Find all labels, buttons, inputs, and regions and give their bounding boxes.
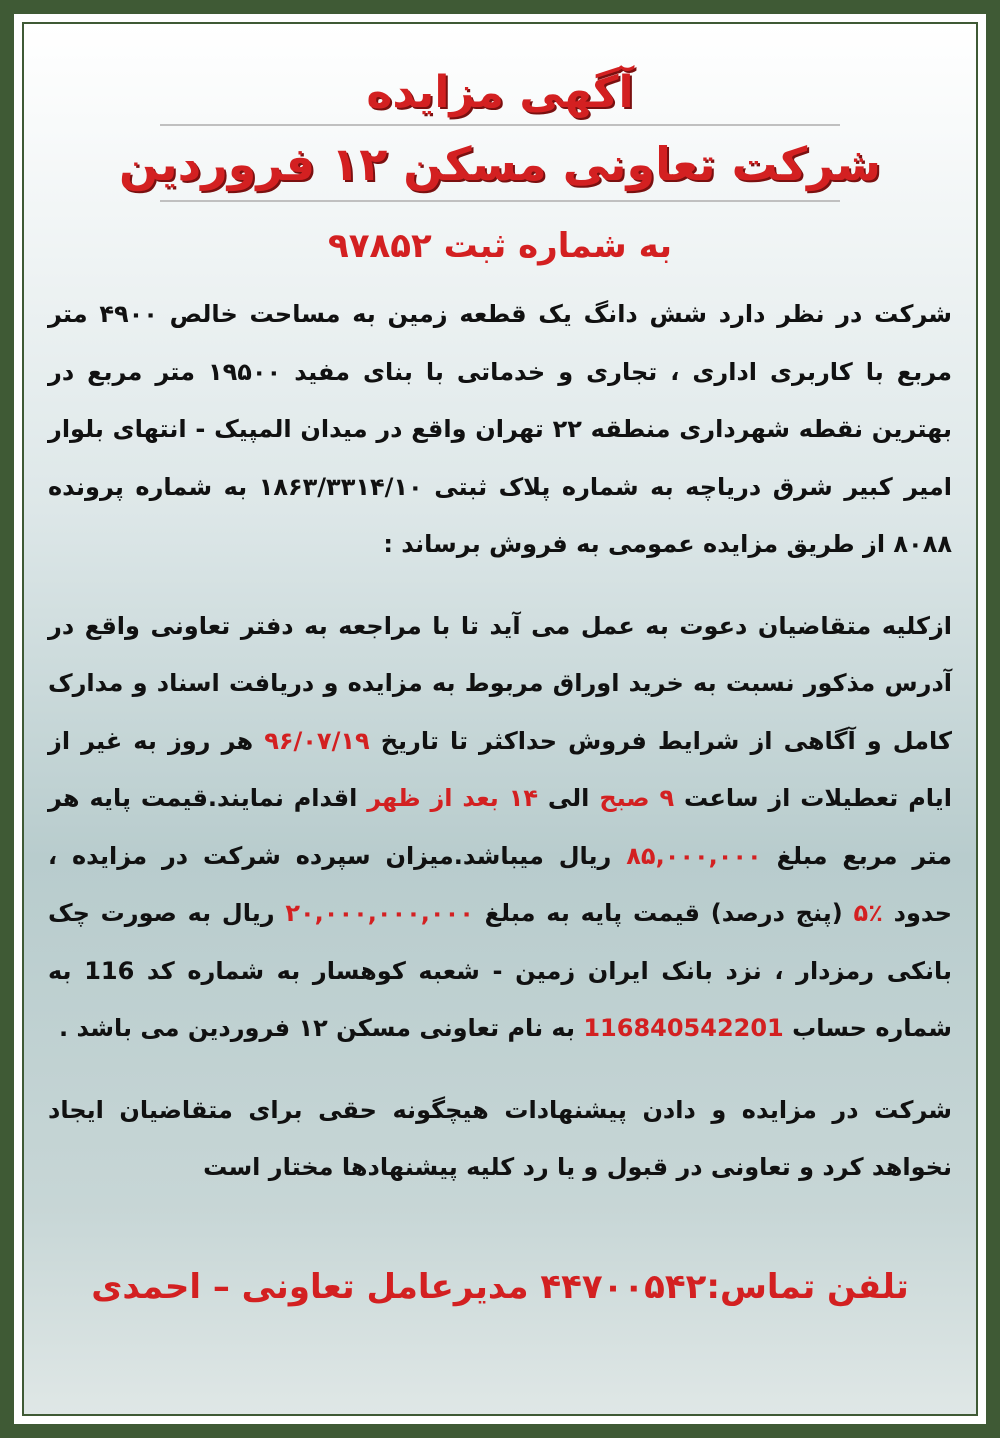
deposit-amount: ۲۰,۰۰۰,۰۰۰,۰۰۰ [285, 899, 474, 927]
terms-text-7: ریال به صورت چک بانکی رمزدار ، نزد بانک ایران زمین - شعبه کوهسار به شماره کد 116 به شماره حساب [48, 899, 953, 1042]
end-time: ۱۴ بعد از ظهر [367, 784, 538, 812]
terms-text-8: به نام تعاونی مسکن ۱۲ فروردین می باشد . [59, 1014, 575, 1042]
terms-text-4: اقدام نمایند.قیمت پایه هر متر مربع مبلغ [48, 784, 953, 870]
title-underline [160, 124, 840, 126]
registration-number: به شماره ثبت ۹۷۸۵۲ [328, 226, 672, 266]
deposit-percent: ٪۵ [853, 899, 883, 927]
base-price: ۸۵,۰۰۰,۰۰۰ [626, 841, 762, 870]
account-number: 116840542201 [583, 1014, 784, 1042]
terms-text-2: هر روز به غیر از ایام تعطیلات از ساعت [48, 726, 953, 812]
title-underline-2 [160, 200, 840, 202]
terms-text-1: ازکلیه متقاضیان دعوت به عمل می آید تا با مراجعه به دفتر تعاونی واقع در آدرس مذکور نسبت به خرید اوراق مربوط به مزایده و دریافت اسناد و مدارک کامل و آگاهی از شرایط فروش حداکثر تا تاریخ [48, 611, 953, 755]
company-name: شرکت تعاونی مسکن ۱۲ فروردین [119, 137, 881, 191]
ad-title: آگهی مزایده [366, 67, 634, 118]
deadline-date: ۹۶/۰۷/۱۹ [264, 726, 370, 755]
contact-footer: تلفن تماس:۴۴۷۰۰۵۴۲ مدیرعامل تعاونی – احمدی [91, 1266, 909, 1307]
start-time: ۹ صبح [599, 784, 675, 812]
terms-text-5: ریال میباشد.میزان سپرده شرکت در مزایده ، حدود [48, 841, 953, 927]
terms-text-6: (پنج درصد) قیمت پایه به مبلغ [484, 899, 843, 927]
terms-text-3: الی [547, 784, 590, 812]
paragraph-auction-terms [40, 598, 960, 1058]
paragraph-land-description: شرکت در نظر دارد شش دانگ یک قطعه زمین به مساحت خالص ۴۹۰۰ متر مربع با کاربری اداری ، تجاری و خدماتی با بنای مفید ۱۹۵۰۰ متر مربع در بهترین نقطه شهرداری منطقه ۲۲ تهران واقع در میدان المپیک - انتهای بلوار امیر کبیر شرق دریاچه به شماره پلاک ثبتی ۱۸۶۳/۳۳۱۴/۱۰ به شماره پرونده ۸۰۸۸ از طریق مزایده عمومی به فروش برساند : [48, 300, 953, 558]
paragraph-disclaimer: شرکت در مزایده و دادن پیشنهادات هیچگونه حقی برای متقاضیان ایجاد نخواهد کرد و تعاونی در قبول و یا رد کلیه پیشنهادها مختار است [48, 1095, 952, 1181]
ad-content [40, 40, 960, 1317]
